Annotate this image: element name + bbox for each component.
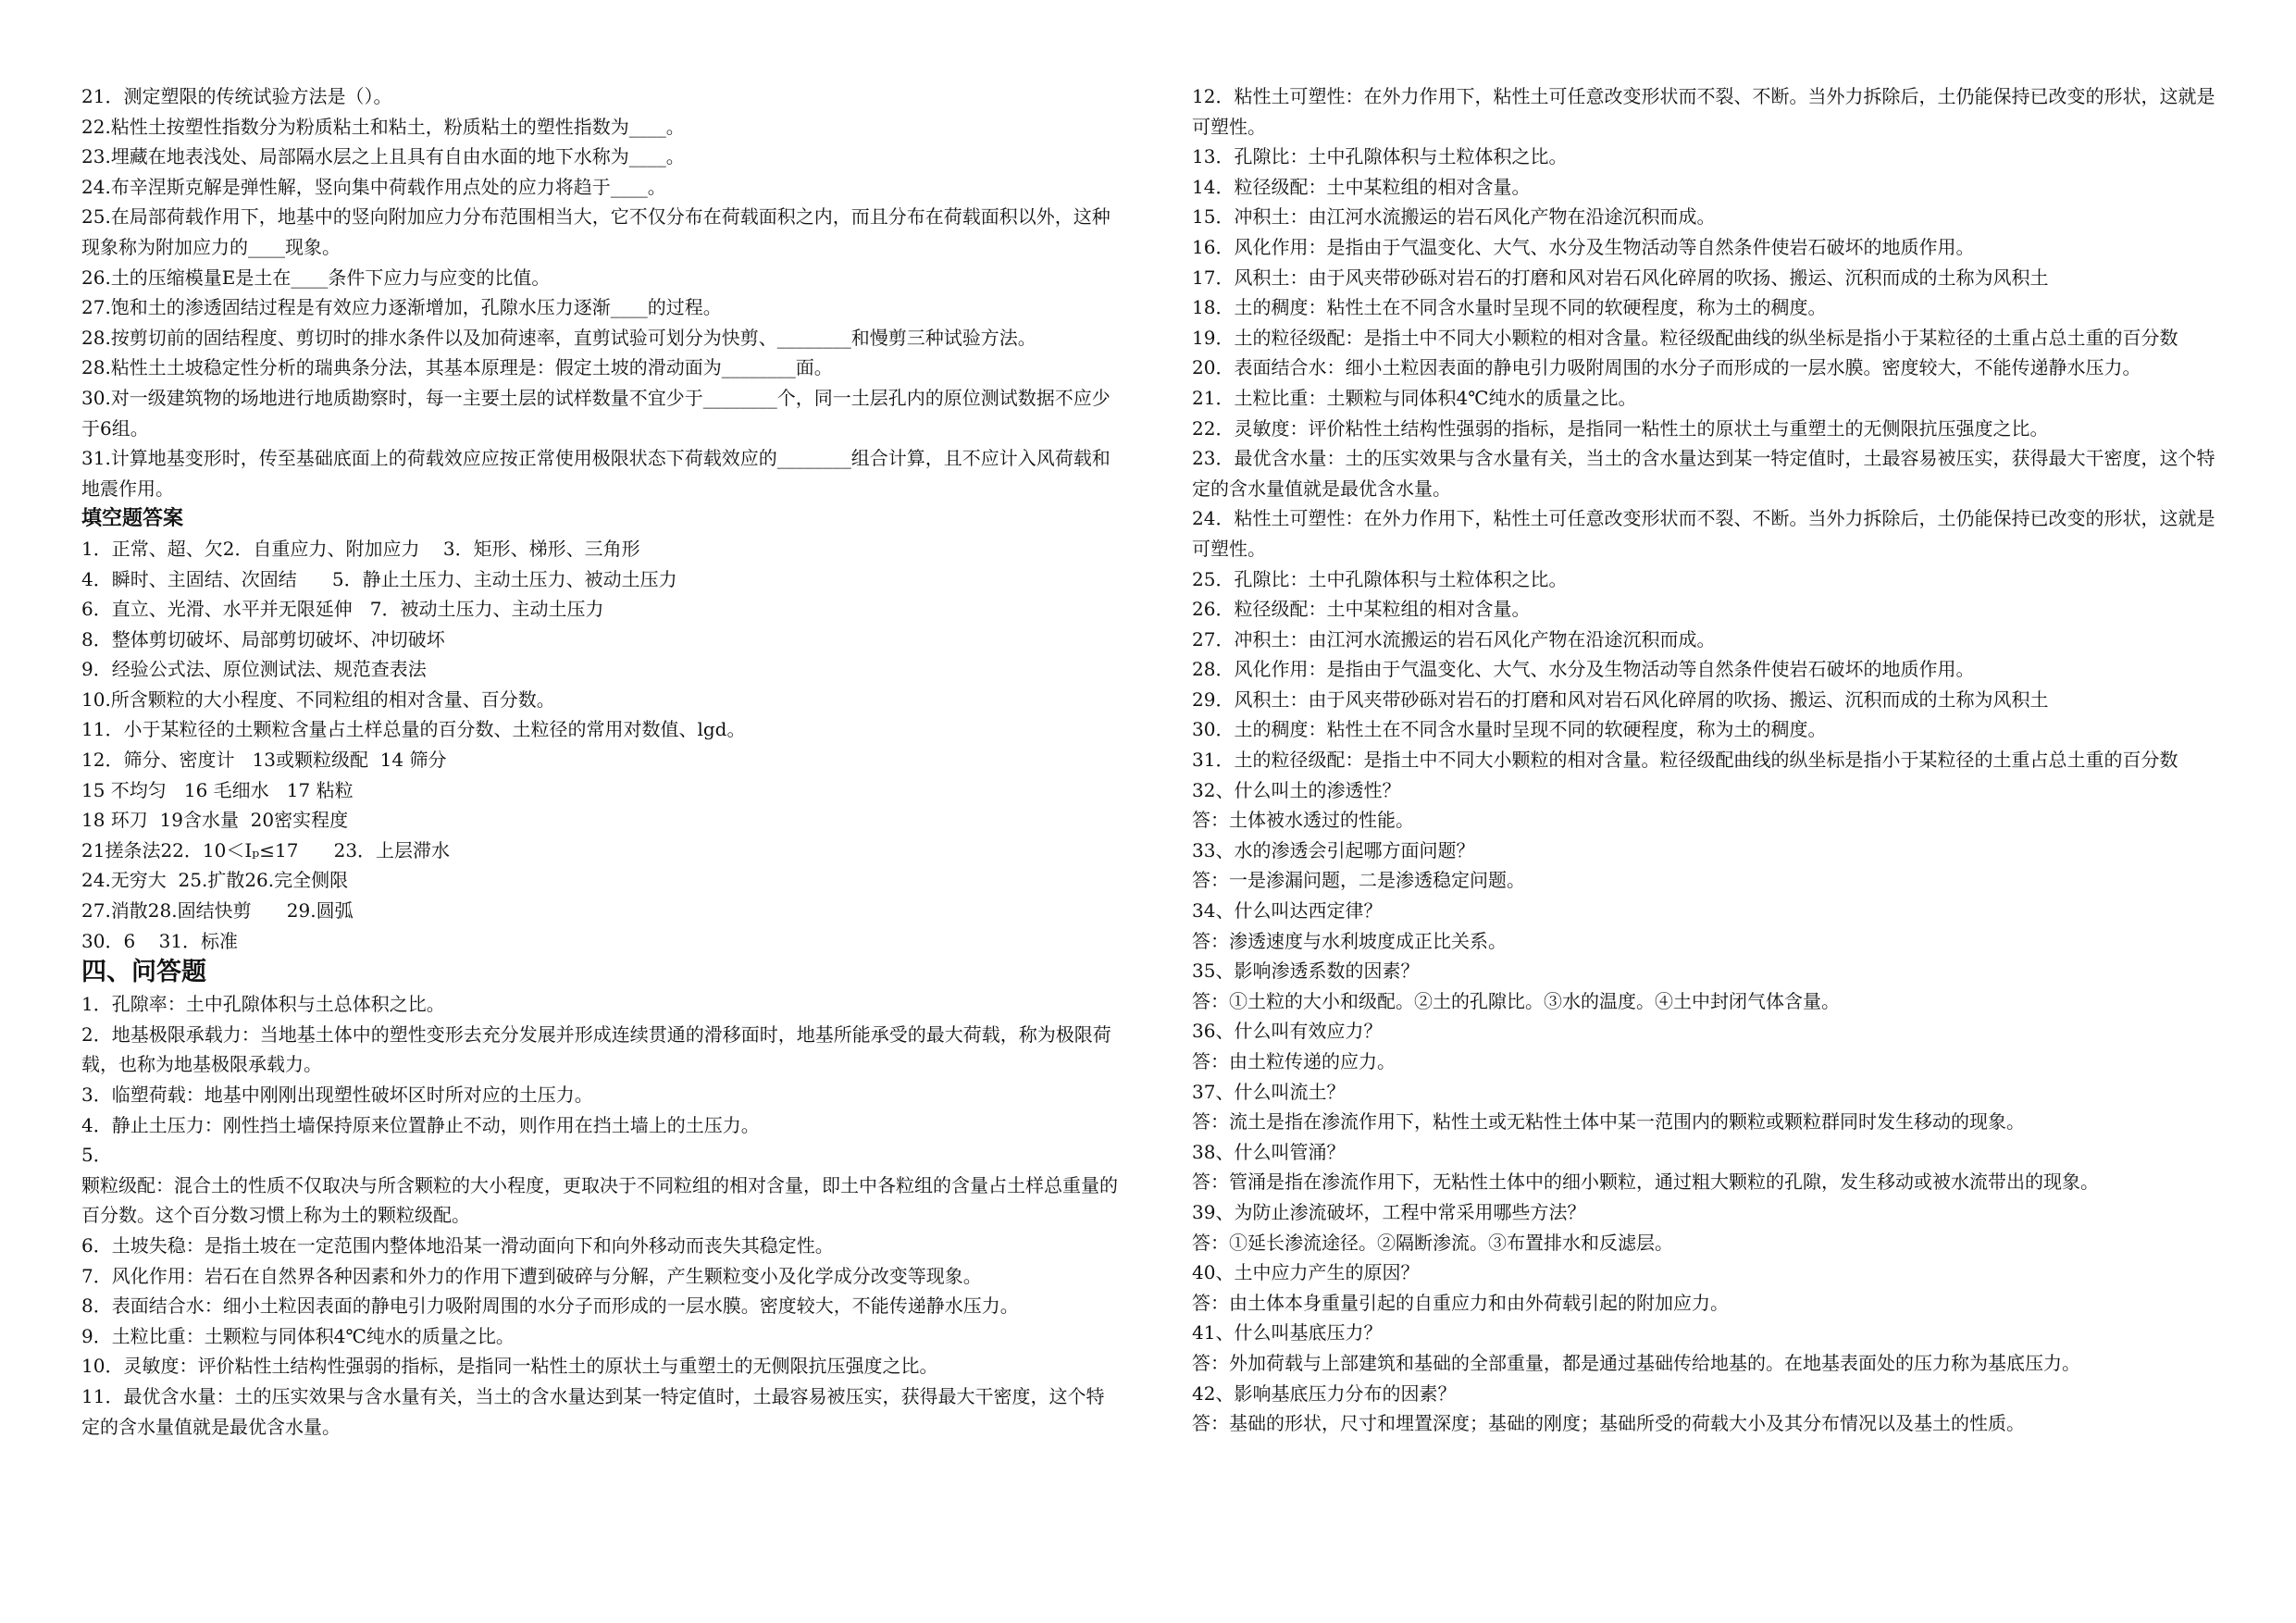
text-line: 29．风积土：由于风夹带砂砾对岩石的打磨和风对岩石风化碎屑的吹扬、搬运、沉积而成的土称为风积土 xyxy=(1192,688,2049,711)
text-line: 22．灵敏度：评价粘性土结构性强弱的指标，是指同一粘性土的原状土与重塑土的无侧限抗压强度之比。 xyxy=(1192,416,2049,440)
text-line: 14．粒径级配：土中某粒组的相对含量。 xyxy=(1192,175,1531,198)
text-line: 18．土的稠度：粘性土在不同含水量时呈现不同的软硬程度，称为土的稠度。 xyxy=(1192,296,1827,319)
text-line: 26.土的压缩模量E是土在____条件下应力与应变的比值。 xyxy=(81,266,551,289)
text-line: 30.对一级建筑物的场地进行地质勘察时，每一主要土层的试样数量不宜少于________个，同一土层孔内的原位测试数据不应少于6组。 xyxy=(81,386,1111,440)
right-column xyxy=(1192,81,2221,1439)
text-line: 12．筛分、密度计 13或颗粒级配 14 筛分 xyxy=(81,749,447,772)
text-line: 40、土中应力产生的原因？ xyxy=(1192,1261,1420,1284)
text-line: 答：渗透速度与水利坡度成正比关系。 xyxy=(1192,929,1507,952)
text-line: 28．风化作用：是指由于气温变化、大气、水分及生物活动等自然条件使岩石破坏的地质作用。 xyxy=(1192,658,1975,681)
text-line: 答：由土粒传递的应力。 xyxy=(1192,1050,1396,1072)
text-line: 39、为防止渗流破坏，工程中常采用哪些方法？ xyxy=(1192,1200,1586,1223)
text-line: 19．土的粒径级配：是指土中不同大小颗粒的相对含量。粒径级配曲线的纵坐标是指小于某粒径的土重占总土重的百分数 xyxy=(1192,326,2178,349)
text-line: 30．土的稠度：粘性土在不同含水量时呈现不同的软硬程度，称为土的稠度。 xyxy=(1192,718,1827,741)
text-line: 32、什么叫土的渗透性？ xyxy=(1192,778,1401,801)
text-line: 28.按剪切前的固结程度、剪切时的排水条件以及加荷速率，直剪试验可划分为快剪、________和慢剪三种试验方法。 xyxy=(81,326,1036,349)
text-line: 25.在局部荷载作用下，地基中的竖向附加应力分布范围相当大，它不仅分布在荷载面积之内，而且分布在荷载面积以外，这种现象称为附加应力的____现象。 xyxy=(81,205,1111,258)
text-line: 4．瞬时、主固结、次固结 5．静止土压力、主动土压力、被动土压力 xyxy=(81,567,677,590)
text-line: 42、影响基底压力分布的因素？ xyxy=(1192,1381,1457,1405)
text-line: 21搓条法22．10＜Iₚ≤17 23．上层滞水 xyxy=(81,838,451,861)
text-line: 答：外加荷载与上部建筑和基础的全部重量，都是通过基础传给地基的。在地基表面处的压力称为基底压力。 xyxy=(1192,1351,2080,1374)
text-line: 9．土粒比重：土颗粒与同体积4℃纯水的质量之比。 xyxy=(81,1324,515,1347)
text-line: 8．整体剪切破坏、局部剪切破坏、冲切破坏 xyxy=(81,627,445,650)
text-line: 25．孔隙比：土中孔隙体积与土粒体积之比。 xyxy=(1192,567,1568,590)
text-line: 30．6 31．标准 xyxy=(81,929,239,952)
section-heading: 填空题答案 xyxy=(81,506,184,531)
text-line: 4．静止土压力：刚性挡土墙保持原来位置静止不动，则作用在挡土墙上的土压力。 xyxy=(81,1113,760,1136)
text-line: 21．测定塑限的传统试验方法是（）。 xyxy=(81,85,392,107)
text-line: 2．地基极限承载力：当地基土体中的塑性变形去充分发展并形成连续贯通的滑移面时，地基所能承受的最大荷载，称为极限荷载，也称为地基极限承载力。 xyxy=(81,1022,1111,1076)
text-line: 37、什么叫流土？ xyxy=(1192,1080,1346,1103)
text-line: 答：基础的形状，尺寸和埋置深度；基础的刚度；基础所受的荷载大小及其分布情况以及基土的性质。 xyxy=(1192,1412,2025,1435)
text-line: 17．风积土：由于风夹带砂砾对岩石的打磨和风对岩石风化碎屑的吹扬、搬运、沉积而成的土称为风积土 xyxy=(1192,266,2049,289)
text-line: 24.布辛涅斯克解是弹性解，竖向集中荷载作用点处的应力将趋于____。 xyxy=(81,175,666,198)
text-line: 答：管涌是指在渗流作用下，无粘性土体中的细小颗粒，通过粗大颗粒的孔隙，发生移动或被水流带出的现象。 xyxy=(1192,1171,2099,1194)
text-line: 33、水的渗透会引起哪方面问题？ xyxy=(1192,838,1475,861)
text-line: 5． xyxy=(81,1144,112,1167)
text-line: 34、什么叫达西定律？ xyxy=(1192,899,1383,923)
text-line: 18 环刀 19含水量 20密实程度 xyxy=(81,809,349,832)
text-line: 22.粘性土按塑性指数分为粉质粘土和粘土，粉质粘土的塑性指数为____。 xyxy=(81,115,685,138)
text-line: 20．表面结合水：细小土粒因表面的静电引力吸附周围的水分子而形成的一层水膜。密度较大，不能传递静水压力。 xyxy=(1192,356,2141,379)
text-line: 答：土体被水透过的性能。 xyxy=(1192,809,1414,832)
text-line: 7．风化作用：岩石在自然界各种因素和外力的作用下遭到破碎与分解，产生颗粒变小及化学成分改变等现象。 xyxy=(81,1264,982,1287)
text-line: 答：一是渗漏问题，二是渗透稳定问题。 xyxy=(1192,869,1525,892)
text-line: 颗粒级配：混合土的性质不仅取决与所含颗粒的大小程度，更取决于不同粒组的相对含量，即土中各粒组的含量占土样总重量的百分数。这个百分数习惯上称为土的颗粒级配。 xyxy=(81,1173,1118,1227)
text-line: 35、影响渗透系数的因素？ xyxy=(1192,960,1420,983)
text-line: 15．冲积土：由江河水流搬运的岩石风化产物在沿途沉积而成。 xyxy=(1192,205,1716,229)
text-line: 答：①土粒的大小和级配。②土的孔隙比。③水的温度。④土中封闭气体含量。 xyxy=(1192,989,1840,1012)
text-line: 3．临塑荷载：地基中刚刚出现塑性破坏区时所对应的土压力。 xyxy=(81,1084,593,1106)
left-column xyxy=(81,81,1118,1442)
text-line: 1．正常、超、欠2．自重应力、附加应力 3．矩形、梯形、三角形 xyxy=(81,537,640,560)
text-line: 1．孔隙率：土中孔隙体积与土总体积之比。 xyxy=(81,993,445,1016)
text-line: 8．表面结合水：细小土粒因表面的静电引力吸附周围的水分子而形成的一层水膜。密度较大，不能传递静水压力。 xyxy=(81,1295,1019,1318)
text-line: 23.埋藏在地表浅处、局部隔水层之上且具有自由水面的地下水称为____。 xyxy=(81,145,685,168)
text-line: 24.无穷大 25.扩散26.完全侧限 xyxy=(81,869,349,892)
text-line: 24．粘性土可塑性：在外力作用下，粘性土可任意改变形状而不裂、不断。当外力拆除后，土仍能保持已改变的形状，这就是可塑性。 xyxy=(1192,507,2215,560)
text-line: 31.计算地基变形时，传至基础底面上的荷载效应应按正常使用极限状态下荷载效应的________组合计算，且不应计入风荷载和地震作用。 xyxy=(81,447,1111,500)
text-line: 10.所含颗粒的大小程度、不同粒组的相对含量、百分数。 xyxy=(81,688,555,711)
text-line: 12．粘性土可塑性：在外力作用下，粘性土可任意改变形状而不裂、不断。当外力拆除后，土仍能保持已改变的形状，这就是可塑性。 xyxy=(1192,85,2215,138)
text-line: 13．孔隙比：土中孔隙体积与土粒体积之比。 xyxy=(1192,145,1568,168)
text-line: 21．土粒比重：土颗粒与同体积4℃纯水的质量之比。 xyxy=(1192,386,1637,409)
text-line: 41、什么叫基底压力？ xyxy=(1192,1321,1383,1344)
text-line: 答：流土是指在渗流作用下，粘性土或无粘性土体中某一范围内的颗粒或颗粒群同时发生移动的现象。 xyxy=(1192,1110,2025,1134)
text-line: 答：①延长渗流途径。②隔断渗流。③布置排水和反滤层。 xyxy=(1192,1231,1673,1254)
text-line: 31．土的粒径级配：是指土中不同大小颗粒的相对含量。粒径级配曲线的纵坐标是指小于某粒径的土重占总土重的百分数 xyxy=(1192,749,2178,772)
text-line: 28.粘性土土坡稳定性分析的瑞典条分法，其基本原理是：假定土坡的滑动面为________面。 xyxy=(81,356,833,379)
text-line: 16．风化作用：是指由于气温变化、大气、水分及生物活动等自然条件使岩石破坏的地质作用。 xyxy=(1192,235,1975,258)
text-line: 答：由土体本身重量引起的自重应力和由外荷载引起的附加应力。 xyxy=(1192,1291,1729,1314)
text-line: 10．灵敏度：评价粘性土结构性强弱的指标，是指同一粘性土的原状土与重塑土的无侧限抗压强度之比。 xyxy=(81,1355,938,1378)
section-heading: 四、问答题 xyxy=(81,958,206,987)
text-line: 27．冲积土：由江河水流搬运的岩石风化产物在沿途沉积而成。 xyxy=(1192,627,1716,650)
text-line: 6．直立、光滑、水平并无限延伸 7．被动土压力、主动土压力 xyxy=(81,598,604,621)
text-line: 23．最优含水量：土的压实效果与含水量有关，当土的含水量达到某一特定值时，土最容易被压实，获得最大干密度，这个特定的含水量值就是最优含水量。 xyxy=(1192,447,2215,500)
text-line: 11．最优含水量：土的压实效果与含水量有关，当土的含水量达到某一特定值时，土最容易被压实，获得最大干密度，这个特定的含水量值就是最优含水量。 xyxy=(81,1384,1105,1438)
text-line: 6．土坡失稳：是指土坡在一定范围内整体地沿某一滑动面向下和向外移动而丧失其稳定性。 xyxy=(81,1233,834,1257)
text-line: 11．小于某粒径的土颗粒含量占土样总量的百分数、土粒径的常用对数值、lgd。 xyxy=(81,718,746,741)
text-line: 15 不均匀 16 毛细水 17 粘粒 xyxy=(81,778,354,801)
text-line: 36、什么叫有效应力？ xyxy=(1192,1020,1383,1043)
text-line: 27.消散28.固结快剪 29.圆弧 xyxy=(81,899,354,923)
text-line: 9．经验公式法、原位测试法、规范查表法 xyxy=(81,658,427,681)
text-line: 26．粒径级配：土中某粒组的相对含量。 xyxy=(1192,598,1531,621)
text-line: 27.饱和土的渗透固结过程是有效应力逐渐增加，孔隙水压力逐渐____的过程。 xyxy=(81,296,722,319)
text-line: 38、什么叫管涌？ xyxy=(1192,1140,1346,1163)
